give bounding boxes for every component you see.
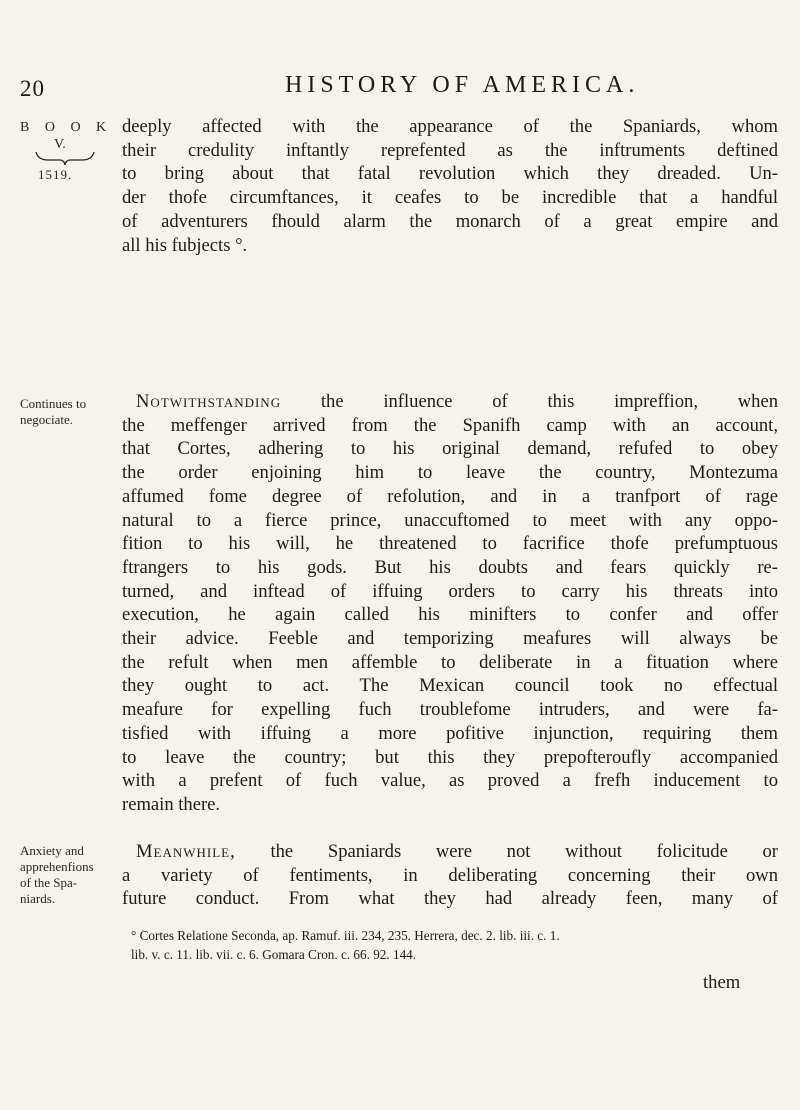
- text-line: that Cortes, adhering to his original demand, refufed to obey: [122, 438, 778, 460]
- paragraph-1: [122, 115, 778, 257]
- text-line: execution, he again called his minifters to confer and offer: [122, 604, 778, 626]
- text-line: with a prefent of fuch value, as proved a frefh inducement to: [122, 770, 778, 792]
- margin-note-line: Anxiety and: [20, 843, 84, 858]
- text-line: fition to his will, he threatened to facrifice thofe prefumptuous: [122, 533, 778, 555]
- brace-ornament: [34, 146, 96, 166]
- catchword: them: [703, 972, 741, 993]
- text-line-first: [122, 840, 778, 864]
- footnote-line: lib. v. c. 11. lib. vii. c. 6. Gomara Cron. c. 66. 92. 144.: [131, 947, 417, 962]
- text-line: to bring about that fatal revolution which they dreaded. Un-: [122, 163, 778, 185]
- text-line: deeply affected with the appearance of the Spaniards, whom: [122, 116, 778, 137]
- margin-note-line: apprehenfions: [20, 859, 94, 874]
- text-fragment: the influence of this impreffion, when: [281, 391, 778, 412]
- text-line: the refult when men affemble to deliberate in a fituation where: [122, 651, 778, 673]
- margin-year: 1519.: [38, 167, 73, 182]
- text-line: future conduct. From what they had already feen, many of: [122, 888, 778, 910]
- page-number: 20: [20, 76, 45, 101]
- text-line: to leave the country; but this they prepofteroufly accompanied: [122, 746, 778, 768]
- margin-note-negotiate: [20, 396, 100, 428]
- text-fragment: the Spaniards were not without folicitude or: [235, 841, 778, 862]
- margin-note-line: of the Spa-: [20, 875, 78, 890]
- margin-note-line: negociate.: [20, 412, 74, 427]
- book-label: B O O K: [20, 120, 113, 135]
- margin-note-line: niards.: [20, 891, 56, 906]
- footnote-line: ° Cortes Relatione Seconda, ap. Ramuf. iii. 234, 235. Herrera, dec. 2. lib. iii. c. 1.: [131, 928, 560, 943]
- margin-note-anxiety: [20, 843, 100, 907]
- paragraph-2: [122, 390, 778, 817]
- paragraph-3: [122, 840, 778, 911]
- text-line: of adventurers fhould alarm the monarch of a great empire and: [122, 210, 778, 232]
- text-line: all his fubjects °.: [122, 234, 248, 256]
- text-line: remain there.: [122, 793, 221, 815]
- book-number: V.: [54, 137, 66, 152]
- text-line: natural to a fierce prince, unaccuftomed to meet with any oppo-: [122, 509, 778, 531]
- paragraph-lead-word: Meanwhile,: [136, 841, 236, 862]
- text-line: tisfied with iffuing a more pofitive injunction, requiring them: [122, 722, 778, 744]
- text-line-first: [122, 390, 778, 414]
- text-line: meafure for expelling fuch troublefome intruders, and were fa-: [122, 699, 778, 721]
- text-line: the order enjoining him to leave the country, Montezuma: [122, 462, 778, 484]
- paragraph-lead-word: Notwithstanding: [136, 391, 282, 412]
- text-line: the meffenger arrived from the Spanifh camp with an account,: [122, 414, 778, 436]
- margin-note-line: Continues to: [20, 396, 87, 411]
- text-line: der thofe circumftances, it ceafes to be incredible that a handful: [122, 187, 778, 209]
- text-line: they ought to act. The Mexican council took no effectual: [122, 675, 778, 697]
- text-line: a variety of fentiments, in deliberating concerning their own: [122, 864, 778, 886]
- footnote: [131, 926, 778, 964]
- running-head: HISTORY OF AMERICA.: [285, 72, 640, 98]
- text-line: their advice. Feeble and temporizing meafures will always be: [122, 628, 778, 650]
- text-line: their credulity inftantly reprefented as the inftruments deftined: [122, 139, 778, 161]
- text-line: affumed fome degree of refolution, and in a tranfport of rage: [122, 485, 778, 507]
- text-line: turned, and inftead of iffuing orders to carry his threats into: [122, 580, 778, 602]
- text-line: ftrangers to his gods. But his doubts and fears quickly re-: [122, 556, 778, 578]
